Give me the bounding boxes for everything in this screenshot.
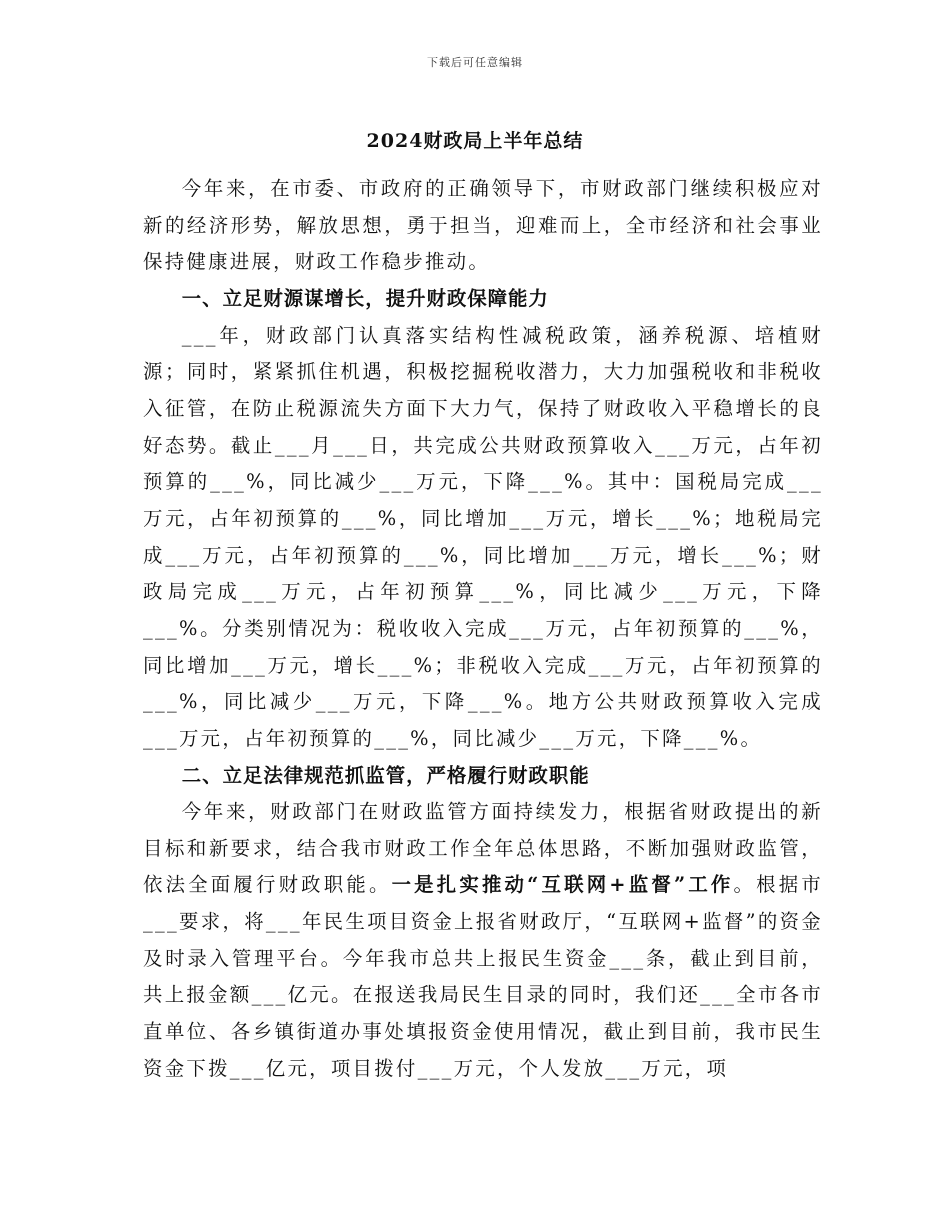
section-2-rest-text: 。根据市___要求，将___年民生项目资金上报省财政厅，“互联网+监督”的资金及时录入管理平台。今年我市总共上报民生资金___条，截止到目前，共上报金额___亿元。在报送我局民生目录的同时，我们还___全市各市直单位、各乡镇街道办事处填报资金使用情况，截止到目前，我市民生资金下拨___亿元，项目拨付___万元，个人发放___万元，项 (143, 873, 823, 1080)
section-2-lead-text: 今年来，财政部门在财政监管方面持续发力，根据省财政提出的新目标和新要求，结合我市财政工作全年总体思路，不断加强财政监管，依法全面履行财政职能。 (143, 800, 823, 897)
header-note: 下载后可任意编辑 (427, 56, 523, 69)
section-1-paragraph: ___年，财政部门认真落实结构性减税政策，涵养税源、培植财源；同时，紧紧抓住机遇，积极挖掘税收潜力，大力加强税收和非税收入征管，在防止税源流失方面下大力气，保持了财政收入平稳增长的良好态势。截止___月___日，共完成公共财政预算收入___万元，占年初预算的___%，同比减少___万元，下降___%。其中：国税局完成___万元，占年初预算的___%，同比增加___万元，增长___%；地税局完成___万元，占年初预算的___%，同比增加___万元，增长___%；财政局完成___万元，占年初预算___%，同比减少___万元，下降___%。分类别情况为：税收收入完成___万元，占年初预算的___%，同比增加___万元，增长___%；非税收入完成___万元，占年初预算的___%，同比减少___万元，下降___%。地方公共财政预算收入完成___万元，占年初预算的___%，同比减少___万元，下降___%。 (143, 323, 824, 750)
intro-paragraph: 今年来，在市委、市政府的正确领导下，市财政部门继续积极应对新的经济形势，解放思想，勇于担当，迎难而上，全市经济和社会事业保持健康进展，财政工作稳步推动。 (143, 177, 823, 274)
section-1-heading: 一、立足财源谋增长，提升财政保障能力 (181, 286, 549, 310)
section-2-bold-point: 一是扎实推动“互联网+监督”工作 (391, 873, 734, 897)
section-2-heading: 二、立足法律规范抓监管，严格履行财政职能 (181, 763, 590, 787)
section-2-paragraph (143, 794, 823, 1087)
document-title: 2024财政局上半年总结 (366, 130, 584, 152)
document-body (143, 171, 823, 1087)
